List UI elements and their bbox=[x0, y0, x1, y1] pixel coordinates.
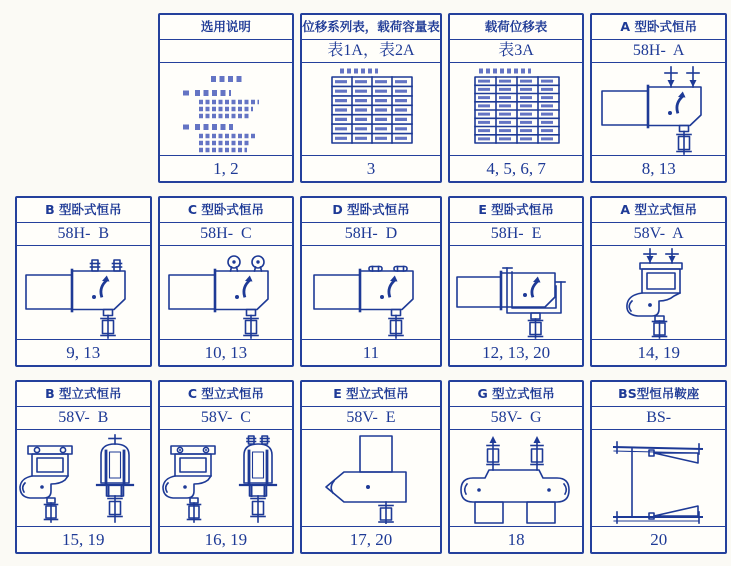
card-model: 58H- E bbox=[450, 223, 583, 246]
card-title: BS型恒吊鞍座 bbox=[592, 382, 725, 407]
card-pages: 10, 13 bbox=[160, 339, 293, 365]
saddle-clamp-type-bs-drawing bbox=[592, 430, 725, 526]
card-pages: 14, 19 bbox=[592, 339, 725, 365]
card-pages: 11 bbox=[302, 339, 440, 365]
card-model: 58H- C bbox=[160, 223, 293, 246]
card-58v-c bbox=[158, 380, 295, 554]
card-58h-b bbox=[15, 196, 152, 367]
card-model: 58V- G bbox=[450, 407, 583, 430]
horizontal-hanger-type-b-drawing bbox=[17, 246, 150, 339]
data-table-preview-icon bbox=[302, 63, 440, 155]
card-title: A 型立式恒吊 bbox=[592, 198, 725, 223]
card-model: 表1A，表2A bbox=[302, 40, 440, 63]
card-model: 58H- B bbox=[17, 223, 150, 246]
card-title: B 型立式恒吊 bbox=[17, 382, 150, 407]
card-model: 58H- D bbox=[302, 223, 440, 246]
card-title: B 型卧式恒吊 bbox=[17, 198, 150, 223]
card-58h-a bbox=[590, 13, 727, 183]
card-58h-d bbox=[300, 196, 442, 367]
card-load-displacement-table bbox=[448, 13, 585, 183]
card-title: 选用说明 bbox=[160, 15, 293, 40]
horizontal-hanger-type-d-drawing bbox=[302, 246, 440, 339]
card-title: D 型卧式恒吊 bbox=[302, 198, 440, 223]
horizontal-hanger-type-c-drawing bbox=[160, 246, 293, 339]
card-pages: 15, 19 bbox=[17, 526, 150, 552]
vertical-hanger-type-g-drawing bbox=[450, 430, 583, 526]
card-title: G 型立式恒吊 bbox=[450, 382, 583, 407]
card-58v-e bbox=[300, 380, 442, 554]
card-pages: 12, 13, 20 bbox=[450, 339, 583, 365]
card-58h-e bbox=[448, 196, 585, 367]
card-model: 58V- E bbox=[302, 407, 440, 430]
card-58h-c bbox=[158, 196, 295, 367]
card-model: 58V- A bbox=[592, 223, 725, 246]
card-pages: 20 bbox=[592, 526, 725, 552]
card-model: 58H- A bbox=[592, 40, 725, 63]
vertical-hanger-type-c-drawing bbox=[160, 430, 293, 526]
card-model: 表3A bbox=[450, 40, 583, 63]
data-table-preview-icon bbox=[450, 63, 583, 155]
card-bs-saddle bbox=[590, 380, 727, 554]
card-pages: 9, 13 bbox=[17, 339, 150, 365]
card-title: C 型立式恒吊 bbox=[160, 382, 293, 407]
card-pages: 17, 20 bbox=[302, 526, 440, 552]
card-model: 58V- B bbox=[17, 407, 150, 430]
card-58v-b bbox=[15, 380, 152, 554]
card-usage-notes bbox=[158, 13, 295, 183]
card-title: A 型卧式恒吊 bbox=[592, 15, 725, 40]
card-title: 载荷位移表 bbox=[450, 15, 583, 40]
document-text-preview-icon bbox=[160, 63, 293, 155]
card-pages: 16, 19 bbox=[160, 526, 293, 552]
card-pages: 8, 13 bbox=[592, 155, 725, 181]
card-model: BS- bbox=[592, 407, 725, 430]
horizontal-hanger-type-a-drawing bbox=[592, 63, 725, 155]
card-pages: 3 bbox=[302, 155, 440, 181]
card-pages: 4, 5, 6, 7 bbox=[450, 155, 583, 181]
card-title: E 型立式恒吊 bbox=[302, 382, 440, 407]
card-58v-a bbox=[590, 196, 727, 367]
card-title: C 型卧式恒吊 bbox=[160, 198, 293, 223]
card-pages: 18 bbox=[450, 526, 583, 552]
card-title: E 型卧式恒吊 bbox=[450, 198, 583, 223]
card-model: 58V- C bbox=[160, 407, 293, 430]
vertical-hanger-type-b-drawing bbox=[17, 430, 150, 526]
card-model bbox=[160, 40, 293, 63]
card-pages: 1, 2 bbox=[160, 155, 293, 181]
horizontal-hanger-type-e-drawing bbox=[450, 246, 583, 339]
card-title: 位移系列表，载荷容量表 bbox=[302, 15, 440, 40]
vertical-hanger-type-e-drawing bbox=[302, 430, 440, 526]
vertical-hanger-type-a-drawing bbox=[592, 246, 725, 339]
card-displacement-tables bbox=[300, 13, 442, 183]
card-58v-g bbox=[448, 380, 585, 554]
